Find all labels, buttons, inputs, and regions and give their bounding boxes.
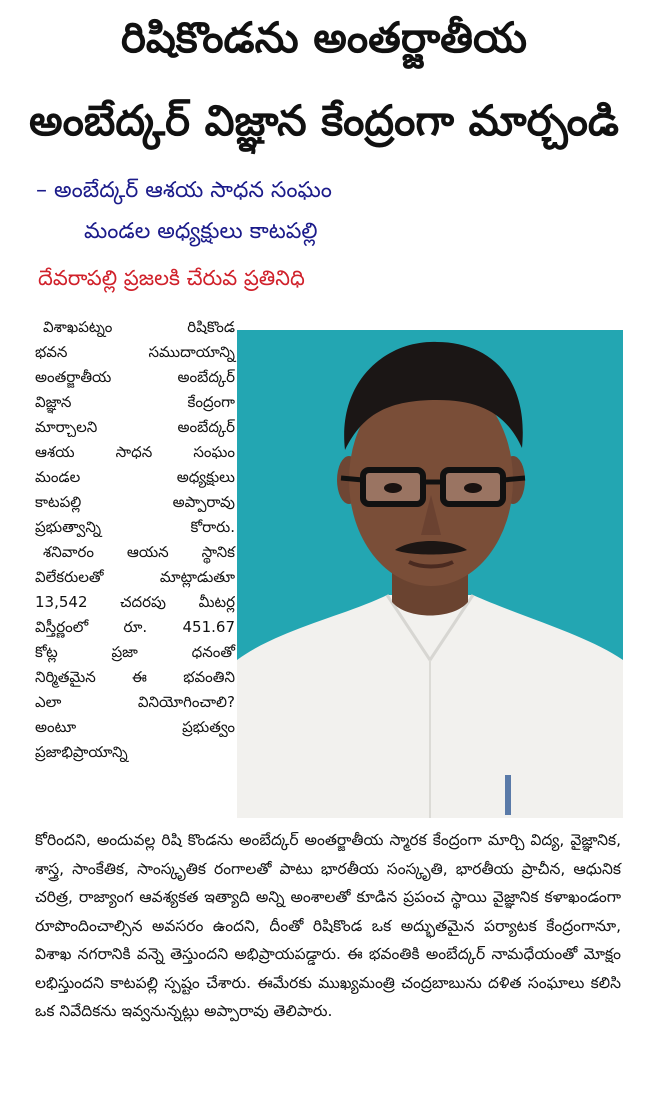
column-line: ఆశయ సాధన సంఘం — [35, 443, 235, 461]
column-line: శనివారం ఆయన స్థానిక — [43, 543, 235, 561]
column-line: ప్రజాభిప్రాయాన్ని — [35, 743, 128, 761]
subhead-line-1: – అంబేద్కర్ ఆశయ సాధన సంఘం — [36, 178, 332, 203]
person-portrait-icon — [237, 330, 623, 818]
column-line: కాటపల్లి అప్పారావు — [35, 493, 235, 511]
article-full-width-text: కోరిందని, అందువల్ల రిషి కొండను అంబేద్కర్ అంతర్జాతీయ స్మారక కేంద్రంగా మార్చి విద్య, వైజ్ఞానిక, శాస్త్ర, సాంకేతిక, సాంస్కృతిక రంగాలతో పాటు భారతీయ సంస్కృతి, భారతీయ ప్రాచీన, ఆధునిక చరిత్ర, రాజ్యాంగ ఆవశ్యకత ఇత్యాది అన్ని అంశాలతో కూడిన ప్రపంచ స్థాయి వైజ్ఞానిక కళాఖండంగా రూపొందించాల్సిన అవసరం ఉందని, దీంతో రిషికొండ ఒక అద్భుతమైన పర్యాటక కేంద్రంగానూ, విశాఖ నగరానికి వన్నె తెస్తుందని అభిప్రాయపడ్డారు. ఈ భవంతికి అంబేద్కర్ నామధేయంతో మోక్షం లభిస్తుందని కాటపల్లి స్పష్టం చేశారు. ఈమేరకు ముఖ్యమంత్రి చంద్రబాబును దళిత సంఘాలు కలిసి ఒక నివేదికను ఇవ్వనున్నట్లు అప్పారావు తెలిపారు. — [35, 831, 621, 1020]
column-line: విశాఖపట్నం రిషికొండ — [43, 318, 235, 336]
column-line: విజ్ఞాన కేంద్రంగా — [35, 393, 235, 411]
headline-line-2: అంబేద్కర్ విజ్ఞాన కేంద్రంగా మార్చండి — [29, 96, 619, 145]
column-line: అంటూ ప్రభుత్వం — [35, 718, 235, 736]
column-line: కోట్ల ప్రజా ధనంతో — [35, 643, 235, 661]
article-narrow-column — [35, 315, 235, 765]
subhead-line-2: మండల అధ్యక్షులు కాటపల్లి — [84, 219, 318, 244]
dateline: దేవరాపల్లి ప్రజలకి చేరువ ప్రతినిధి — [38, 266, 305, 290]
headline-line-1: రిషికొండను అంతర్జాతీయ — [120, 13, 528, 62]
column-line: 13,542 చదరపు మీటర్ల — [35, 593, 235, 611]
column-line: విస్తీర్ణంలో రూ. 451.67 — [35, 618, 235, 636]
column-line: మార్చాలని అంబేద్కర్ — [35, 418, 235, 436]
column-line: ఎలా వినియోగించాలి? — [35, 693, 235, 711]
column-line: భవన సముదాయాన్ని — [35, 343, 235, 361]
person-portrait-photo — [237, 330, 623, 818]
column-line: మండల అధ్యక్షులు — [35, 468, 235, 486]
column-line: ప్రభుత్వాన్ని కోరారు. — [35, 518, 235, 536]
column-line: అంతర్జాతీయ అంబేద్కర్ — [35, 368, 235, 386]
column-line: నిర్మితమైన ఈ భవంతిని — [35, 668, 235, 686]
column-line: విలేకరులతో మాట్లాడుతూ — [35, 568, 235, 586]
